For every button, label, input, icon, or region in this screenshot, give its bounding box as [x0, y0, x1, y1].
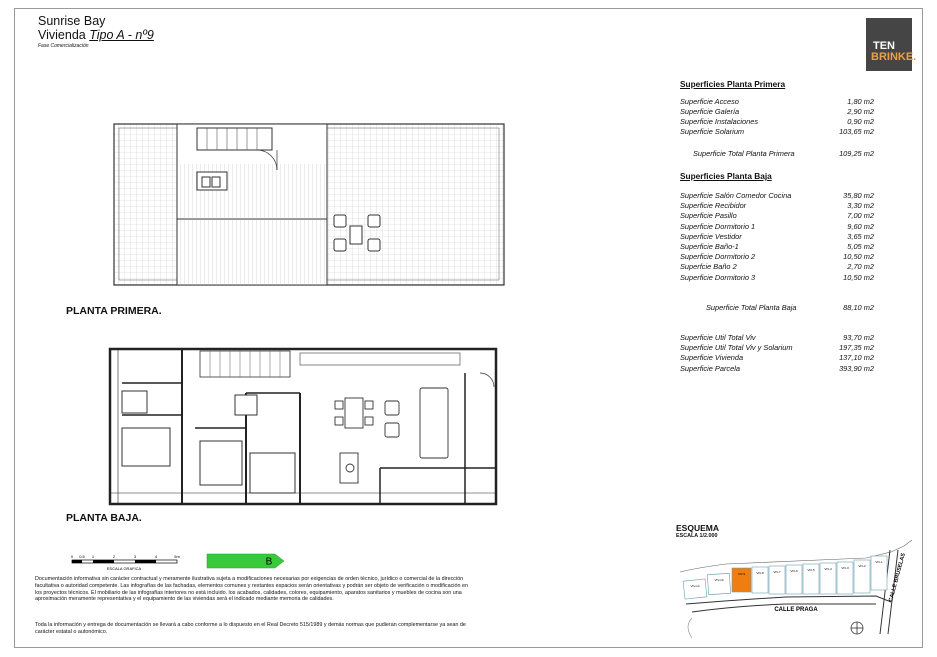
surface-row	[680, 127, 874, 137]
disclaimer-paragraph-1: Documentación informativa sin carácter contractual y meramente ilustrativa sujeta a modificaciones necesarias por exigencias de orden técnico, jurídico o comercial de la dirección facultativa o autoridad competente. Las infografías de las fachadas, elementos comunes y restantes espacios serán orientativas y podrán ser objeto de verificación o modificación en los proyectos técnicos. El mobiliario de las infografías interiores no está incluido. los acabados, calidades, colores, equipamiento, aparatos sanitarios y muebles de cocina son una aproximación meramente representativa y el equipamiento de las viviendas será el indicado mediante memoria de calidades.	[35, 576, 468, 603]
surface-label: Superficie Vivienda	[680, 353, 744, 363]
surface-label: Superficie Galería	[680, 107, 740, 116]
surface-label: Superficie Recibidor	[680, 201, 747, 211]
ground-floor-title: Superficies Planta Baja	[680, 171, 772, 181]
schema-scale: ESCALA 1/2.000	[676, 533, 718, 539]
total-value: 88,10 m2	[843, 303, 874, 312]
schema-unit	[820, 563, 836, 594]
unit-type: Tipo A - nº9	[89, 28, 154, 42]
unit-label: VIV-2	[858, 564, 866, 568]
total-value: 109,25 m2	[839, 149, 874, 158]
schema-unit	[803, 564, 819, 594]
scale-tick-label: 5m	[174, 554, 180, 559]
ground-floor-plan	[100, 343, 500, 513]
unit-label: VIV-9	[737, 572, 746, 576]
unit-label: VIV-1	[875, 560, 883, 564]
north-arrow-icon	[851, 622, 863, 634]
surface-value: 7,00 m2	[847, 211, 874, 221]
schema-unit	[707, 573, 730, 594]
street-bruselas: CALLE BRUSELAS	[888, 552, 907, 603]
surface-row	[680, 353, 874, 363]
schema-unit	[871, 556, 887, 590]
unit-label: VIV-8	[756, 571, 764, 575]
unit-label: VIV-14	[690, 584, 700, 588]
total-label: Superficie Total Planta Baja	[706, 303, 797, 312]
surface-label: Superfcie Baño 2	[680, 262, 737, 272]
schema-unit	[837, 562, 853, 594]
surface-value: 10,50 m2	[843, 252, 874, 262]
first-floor-title: Superficies Planta Primera	[680, 79, 786, 89]
schema-unit	[732, 568, 751, 592]
scale-tick-label: 4	[154, 554, 158, 559]
schema-unit	[769, 566, 785, 594]
total-label: Superficie Total Planta Primera	[693, 149, 795, 158]
surface-value: 2,90 m2	[847, 107, 874, 116]
surface-value: 0,90 m2	[847, 117, 874, 126]
energy-rating-arrow	[207, 554, 284, 568]
site-schema-map	[676, 540, 916, 644]
surface-label: Superficie Solarium	[680, 127, 745, 136]
unit-label: VIV-7	[773, 570, 781, 574]
surface-value: 103,65 m2	[839, 127, 874, 136]
scale-caption: ESCALA GRAFICA	[106, 566, 142, 571]
upper-plan-label: PLANTA PRIMERA.	[66, 305, 162, 317]
surface-label: Superficie Salón Comedor Cocina	[680, 191, 792, 200]
phase-label: Fase Comercialización	[38, 43, 89, 49]
scale-bar	[72, 551, 302, 573]
surface-label: Superficie Instalaciones	[680, 117, 759, 126]
unit-prefix: Vivienda	[38, 28, 90, 42]
logo-line2: BRINKE.	[871, 51, 917, 63]
schema-title: ESQUEMA	[676, 523, 719, 533]
surface-label: Superficie Vestidor	[680, 231, 742, 241]
unit-title	[38, 28, 154, 42]
unit-plot	[707, 573, 730, 594]
surface-row	[680, 242, 874, 252]
unit-label: VIV-3	[841, 566, 849, 570]
upper-floor-plan	[112, 122, 512, 292]
unit-plot	[683, 579, 707, 599]
surface-label: Superficie Acceso	[680, 97, 739, 106]
surface-row	[680, 107, 874, 117]
schema-heading	[676, 524, 719, 540]
scale-tick-label: 1	[91, 554, 95, 559]
surface-label: Superficie Pasillo	[680, 211, 737, 221]
surface-row	[680, 232, 874, 242]
surface-label: Superficie Dormitorio 3	[680, 272, 756, 282]
unit-label: VIV-4	[824, 567, 832, 571]
surface-row	[680, 222, 874, 232]
surface-value: 1,80 m2	[847, 97, 874, 106]
unit-label: VIV-10	[714, 578, 724, 582]
surface-row	[680, 333, 874, 343]
surface-value: 5,05 m2	[847, 242, 874, 251]
schema-unit	[786, 565, 802, 594]
scale-tick-label: 0.5	[79, 554, 85, 559]
surface-value: 10,50 m2	[843, 272, 874, 282]
surface-value: 35,80 m2	[843, 191, 874, 200]
unit-label: VIV-5	[807, 568, 815, 572]
surface-row	[680, 201, 874, 211]
surface-row	[680, 273, 874, 283]
surface-row	[680, 211, 874, 221]
surface-row	[680, 364, 874, 374]
surface-value: 3,65 m2	[847, 231, 874, 241]
surface-value: 393,90 m2	[839, 363, 874, 373]
disclaimer-paragraph-2: Toda la información y entrega de documentación se llevará a cabo conforme a lo dispuesto en el Real Decreto 515/1989 y demás normas que pudieran complementarse ya sean de carácter estatal o autonómico.	[35, 622, 466, 635]
header	[38, 14, 154, 50]
schema-unit	[752, 567, 768, 593]
surface-label: Superficie Util Total Viv	[680, 333, 756, 342]
surface-label: Superficie Parcela	[680, 363, 740, 373]
surface-value: 93,70 m2	[843, 333, 874, 342]
surface-value: 9,60 m2	[847, 221, 874, 231]
surface-row	[680, 262, 874, 272]
surface-row	[680, 252, 874, 262]
ground-floor-total	[706, 303, 874, 313]
first-floor-total	[693, 149, 874, 159]
scale-tick-label: 2	[112, 554, 116, 559]
surface-label: Superficie Dormitorio 1	[680, 221, 756, 231]
surface-row	[680, 117, 874, 127]
scale-tick-label: 0	[70, 554, 74, 559]
project-name: Sunrise Bay	[38, 14, 106, 28]
schema-unit	[683, 579, 707, 599]
surface-value: 3,30 m2	[847, 201, 874, 211]
logo-line1: TEN	[873, 40, 895, 52]
surface-value: 137,10 m2	[839, 353, 874, 363]
company-logo	[866, 18, 917, 71]
schema-unit	[854, 560, 870, 593]
surface-row	[680, 343, 874, 353]
surface-value: 2,70 m2	[847, 262, 874, 272]
energy-rating-letter: B	[265, 556, 273, 568]
surface-row	[680, 191, 874, 201]
lower-plan-label: PLANTA BAJA.	[66, 512, 142, 524]
surface-label: Superficie Baño-1	[680, 242, 739, 251]
scale-tick-label: 3	[133, 554, 137, 559]
surface-value: 197,35 m2	[839, 343, 874, 353]
surface-label: Superficie Util Total Viv y Solarium	[680, 343, 793, 353]
street-praga: CALLE PRAGA	[774, 607, 818, 613]
surface-row	[680, 97, 874, 107]
unit-label: VIV-6	[790, 569, 798, 573]
surface-label: Superficie Dormitorio 2	[680, 252, 756, 262]
